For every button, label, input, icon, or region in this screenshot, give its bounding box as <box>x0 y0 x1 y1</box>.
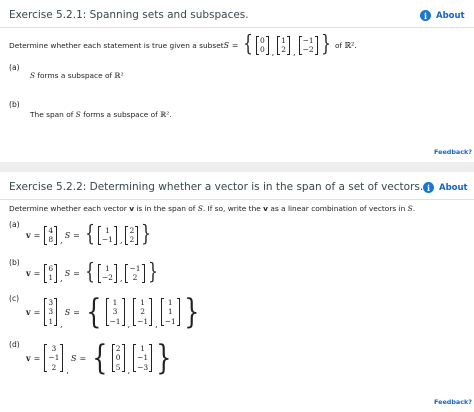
info-icon: i <box>423 182 434 193</box>
set-vector: 1 −2 <box>98 264 117 283</box>
set-vector: −1 −2 <box>299 36 318 55</box>
divider <box>0 199 474 200</box>
about-button-2[interactable] <box>423 182 468 193</box>
set-vector: 2 0 5 <box>112 344 125 373</box>
exercise-1-prompt: Determine whether each statement is true given a subset S = { 0 0 , 1 2 , −1 −2 } of ℝ² . <box>9 32 357 57</box>
divider <box>0 27 474 28</box>
set-vector: 1 2 −1 <box>133 298 152 327</box>
exercise-card-1 <box>0 0 474 162</box>
part-label-a: (a) <box>9 220 20 229</box>
about-button-1[interactable] <box>420 10 465 21</box>
feedback-link-2[interactable]: Feedback? <box>434 398 472 406</box>
set-vector: 2 2 <box>125 226 138 245</box>
part-d-expression: v = 3 −1 2 , S = { 2 0 5 , 1 −1 −3 } <box>26 338 172 378</box>
exercise-1-title: Exercise 5.2.1: Spanning sets and subspaces. <box>9 9 249 21</box>
part-b-expression: v = 6 1 , S = { 1 −2 , −1 2 } <box>26 260 158 285</box>
part-a-expression: v = 4 8 , S = { 1 −1 , 2 2 } <box>26 222 152 247</box>
part-label-d: (d) <box>9 340 20 349</box>
part-b-statement: The span of S forms a subspace of ℝ². <box>30 110 172 119</box>
info-icon: i <box>420 10 431 21</box>
part-c-expression: v = 3 3 1 , S = { 1 3 −1 , 1 2 −1 , 1 1 −1 } <box>26 292 200 332</box>
exercise-2-prompt: Determine whether each vector v is in the span of S. If so, write the v as a linear combination of vectors in S. <box>9 204 416 213</box>
v-vector: 4 8 <box>44 226 57 245</box>
part-label-b: (b) <box>9 100 20 109</box>
about-label: About <box>439 182 468 193</box>
part-label-b: (b) <box>9 258 20 267</box>
feedback-link-1[interactable]: Feedback? <box>434 148 472 156</box>
set-vector: −1 2 <box>125 264 144 283</box>
set-vector: 0 0 <box>256 36 269 55</box>
about-label: About <box>436 10 465 21</box>
part-label-a: (a) <box>9 63 20 72</box>
v-vector: 6 1 <box>44 264 57 283</box>
set-vector: 1 −1 <box>98 226 117 245</box>
set-vector: 1 3 −1 <box>106 298 125 327</box>
set-vector: 1 −1 −3 <box>133 344 152 373</box>
set-vector: 1 1 −1 <box>161 298 180 327</box>
set-vector: 1 2 <box>277 36 290 55</box>
exercise-2-title: Exercise 5.2.2: Determining whether a vector is in the span of a set of vectors. <box>9 181 424 193</box>
part-a-statement: S forms a subspace of ℝ² <box>30 71 124 80</box>
part-label-c: (c) <box>9 294 20 303</box>
v-vector: 3 3 1 <box>44 298 57 327</box>
exercise-card-2 <box>0 172 474 412</box>
v-vector: 3 −1 2 <box>44 344 63 373</box>
